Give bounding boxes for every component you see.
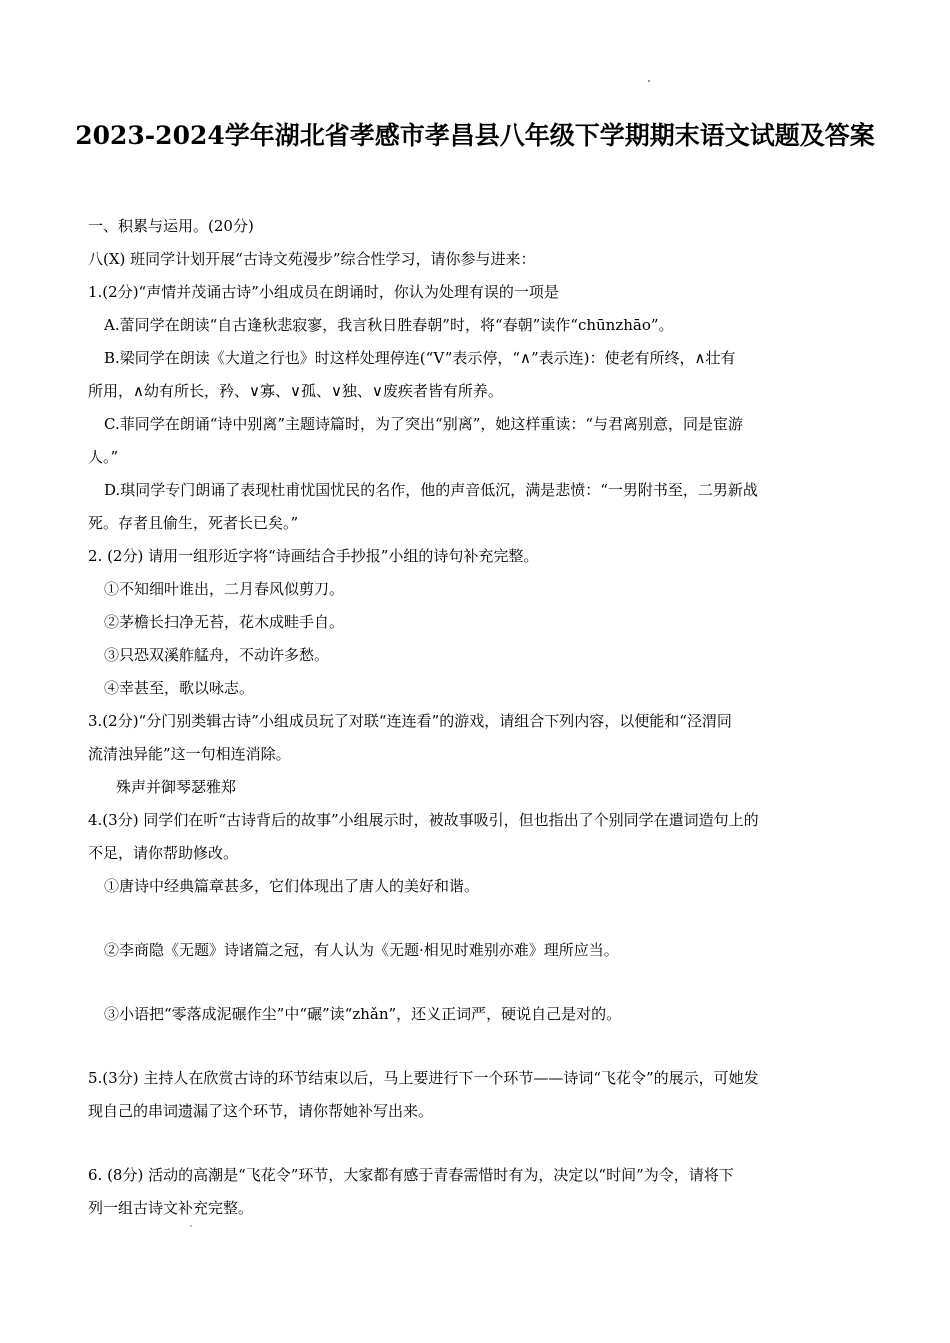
q4-item-2: ②李商隐《无题》诗诸篇之冠，有人认为《无题·相见时难别亦难》理所应当。 xyxy=(104,941,619,959)
q1-option-a: A.蕾同学在朗读“自古逢秋悲寂寥，我言秋日胜春朝”时，将“春朝”读作“chūnzhāo”。 xyxy=(104,316,674,334)
q4-stem: 4.(3分) 同学们在听“古诗背后的故事”小组展示时，被故事吸引，但也指出了个别同学在遣词造句上的 xyxy=(88,811,759,829)
q3-word-list: 殊声并御琴瑟雅郑 xyxy=(116,778,237,796)
q2-item-2: ②茅檐长扫净无苔，花木成畦手自。 xyxy=(104,613,345,631)
scan-speck xyxy=(648,80,650,82)
section-heading: 一、积累与运用。(20分) xyxy=(88,217,254,235)
q6-stem-cont: 列一组古诗文补充完整。 xyxy=(88,1199,254,1217)
q1-option-b: B.梁同学在朗读《大道之行也》时这样处理停连(“V”表示停，“∧”表示连)：使老有所终，∧壮有 xyxy=(104,349,736,367)
q1-option-c-cont: 人。” xyxy=(88,448,119,466)
q1-option-d-cont: 死。存者且偷生，死者长已矣。” xyxy=(88,514,299,532)
q4-item-1: ①唐诗中经典篇章甚多，它们体现出了唐人的美好和谐。 xyxy=(104,877,480,895)
intro-text: 八(X) 班同学计划开展“古诗文苑漫步”综合性学习，请你参与进来： xyxy=(88,250,536,268)
q3-stem-cont: 流清浊异能”这一句相连消除。 xyxy=(88,745,291,763)
q1-stem: 1.(2分)“声情并茂诵古诗”小组成员在朗诵时，你认为处理有误的一项是 xyxy=(88,283,559,301)
q5-stem-cont: 现自己的串词遗漏了这个环节，请你帮她补写出来。 xyxy=(88,1102,434,1120)
q1-option-b-cont: 所用，∧幼有所长，矜、∨寡、∨孤、∨独、∨废疾者皆有所养。 xyxy=(88,382,503,400)
q3-stem: 3.(2分)“分门别类辑古诗”小组成员玩了对联“连连看”的游戏，请组合下列内容，以便能和“泾渭同 xyxy=(88,712,732,730)
q6-stem: 6. (8分) 活动的高潮是“飞花令”环节，大家都有感于青春需惜时有为，决定以“时间”为令，请将下 xyxy=(88,1166,734,1184)
q1-option-c: C.菲同学在朗诵“诗中别离”主题诗篇时，为了突出“别离”，她这样重读：“与君离别意，同是宦游 xyxy=(104,415,744,433)
q4-stem-cont: 不足，请你帮助修改。 xyxy=(88,844,239,862)
q2-stem: 2. (2分) 请用一组形近字将“诗画结合手抄报”小组的诗句补充完整。 xyxy=(88,547,539,565)
q1-option-d: D.琪同学专门朗诵了表现杜甫忧国忧民的名作，他的声音低沉，满是悲愤：“一男附书至，二男新战 xyxy=(104,481,758,499)
q5-stem: 5.(3分) 主持人在欣赏古诗的环节结束以后，马上要进行下一个环节——诗词“飞花令”的展示，可她发 xyxy=(88,1069,759,1087)
q4-item-3: ③小语把“零落成泥碾作尘”中“碾”读“zhǎn”，还义正词严，硬说自己是对的。 xyxy=(104,1005,622,1023)
q2-item-4: ④幸甚至，歌以咏志。 xyxy=(104,679,255,697)
scan-speck-2 xyxy=(190,1225,192,1227)
page-title: 2023-2024学年湖北省孝感市孝昌县八年级下学期期末语文试题及答案 xyxy=(75,121,875,150)
q2-item-1: ①不知细叶谁出，二月春风似剪刀。 xyxy=(104,580,345,598)
q2-item-3: ③只恐双溪舴艋舟，不动许多愁。 xyxy=(104,646,330,664)
